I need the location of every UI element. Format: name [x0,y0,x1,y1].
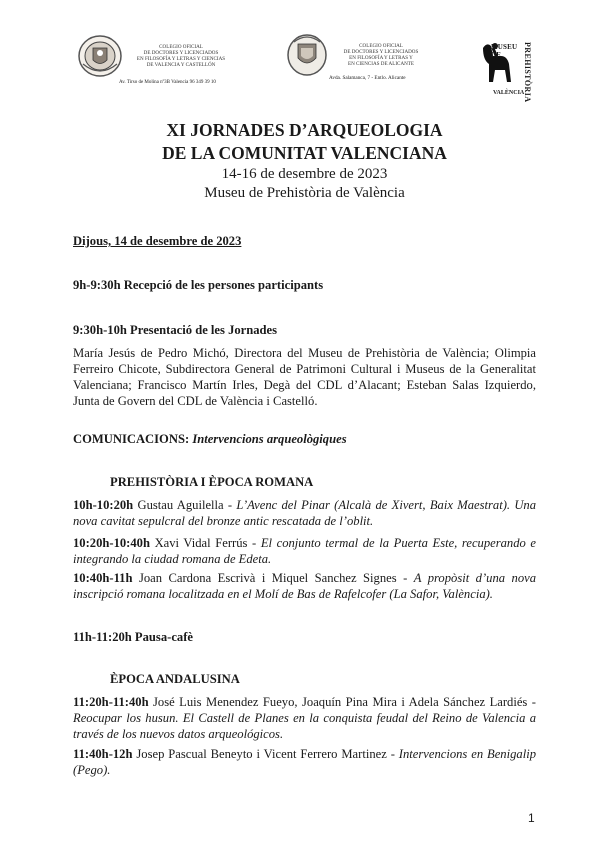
museu-prehistoria-logo [473,34,532,103]
colegio-valencia-text: COLEGIO OFICIAL DE DOCTORES Y LICENCIADOS EN FILOSOFÍA Y LETRAS Y CIENCIAS DE VALENCIA Y CASTELLÓN [136,44,226,68]
program-item: 10:20h-10:40h Xavi Vidal Ferrús - El conjunto termal de la Puerta Este, recuperando e integrando la ciudad romana de Edeta. [73,536,537,566]
day-heading: Dijous, 14 de desembre de 2023 [73,234,242,248]
colegio-valencia-address: Av. Tirso de Molina nº3B Valencia 96 349 39 10 [119,80,216,85]
title-block [0,119,609,203]
colegio-alicante-logo [286,34,419,81]
valencia-label: VALÈNCIA [493,90,525,96]
prehistoria-label: PREHISTÒRIA [523,42,532,103]
communications-heading: COMUNICACIONS: Intervencions arqueològiques [73,432,347,446]
program-item: 10h-10:20h Gustau Aguilella - L’Avenc del Pinar (Alcalà de Xivert, Baix Maestrat). Una nova cavitat sepulcral del bronze antic rescatada de l’oblit. [73,498,537,528]
header [0,34,609,104]
presentation-text: María Jesús de Pedro Michó, Directora del Museu de Prehistòria de València; Olimpia Ferreiro Chicote, Subdirectora General de Patrimoni Cultural i Museus de la Generalitat Valenciana; Francisco Martín Irles, Degà del CDL d’Alacant; Esteban Salas Izquierdo, Junta de Govern del CDL de València i Castelló. [73,346,536,408]
title-line-2: DE LA COMUNITAT VALENCIANA [162,143,447,163]
colegio-alicante-text: COLEGIO OFICIAL DE DOCTORES Y LICENCIADOS EN FILOSOFÍA Y LETRAS Y EN CIENCIAS DE ALICANTE [343,43,419,67]
event-venue: Museu de Prehistòria de València [204,185,405,201]
presentation-heading: 9:30h-10h Presentació de les Jornades [73,323,278,337]
reception-line: 9h-9:30h Recepció de les persones participants [73,278,324,292]
coffee-break: 11h-11:20h Pausa-cafè [73,630,193,644]
coat-of-arms-icon [286,34,328,76]
program-item: 11:20h-11:40h José Luis Menendez Fueyo, Joaquín Pina Mira i Adela Sánchez Lardiés - Reocupar los husun. El Castell de Planes en la conquista feudal del Reino de Valencia a través de los nuevos datos arqueológicos. [73,695,536,741]
section-heading-andalusina: ÈPOCA ANDALUSINA [110,672,240,686]
title-line-1: XI JORNADES D’ARQUEOLOGIA [166,120,443,140]
colegio-alicante-address: Avda. Salamanca, 7 - Entlo. Alicante [329,75,406,81]
program-item: 10:40h-11h Joan Cardona Escrivà i Miquel Sanchez Signes - A propòsit d’una nova inscripció romana localitzada en el Molí de Bas de Rafelcofer (La Safor, València). [73,571,537,601]
event-dates: 14-16 de desembre de 2023 [221,166,388,182]
colegio-valencia-logo [77,34,226,85]
page-number: 1 [528,811,535,825]
program-item: 11:40h-12h Josep Pascual Beneyto i Vicent Ferrero Martinez - Intervencions en Benigalip (Pego). [73,747,536,777]
museu-label: MUSEU DE [491,43,518,59]
coat-of-arms-icon [77,34,123,78]
section-heading-prehistoria: PREHISTÒRIA I ÈPOCA ROMANA [110,475,314,489]
